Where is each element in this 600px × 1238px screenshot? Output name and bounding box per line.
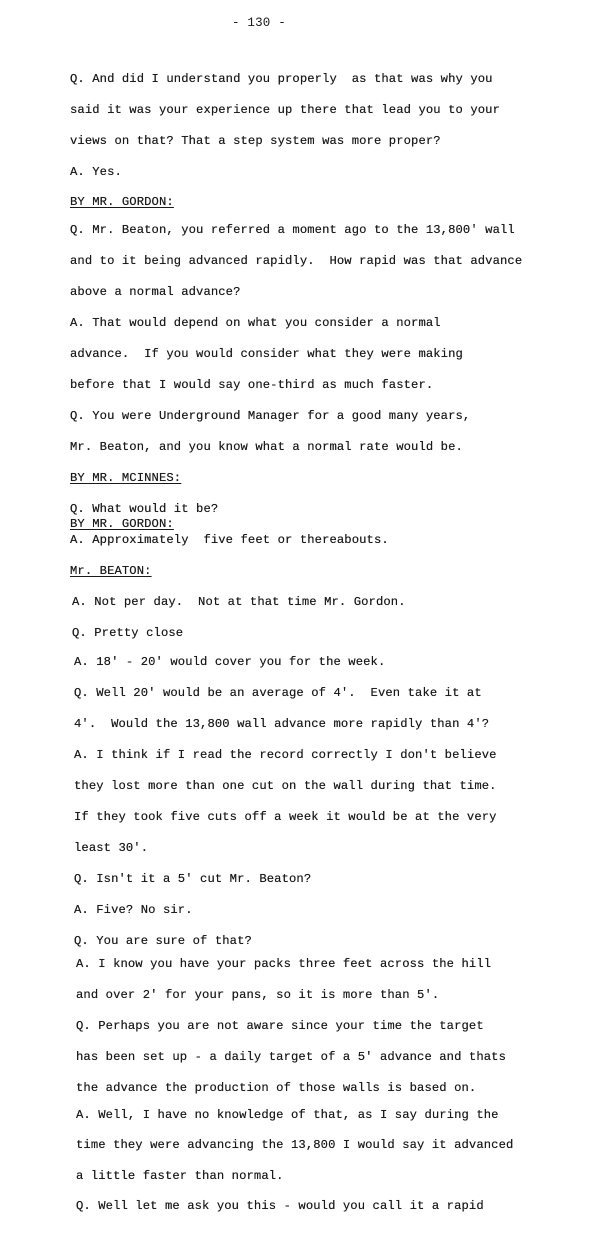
speaker-heading: BY MR. GORDON: [70, 517, 174, 531]
transcript-line: and to it being advanced rapidly. How rapid was that advance [70, 254, 523, 268]
transcript-line: Q. You were Underground Manager for a good many years, [70, 409, 471, 423]
transcript-line: A. I think if I read the record correctly I don't believe [74, 748, 497, 762]
transcript-line: If they took five cuts off a week it would be at the very [74, 810, 497, 824]
transcript-line: A. 18' - 20' would cover you for the week. [74, 655, 386, 669]
transcript-line: above a normal advance? [70, 285, 241, 299]
transcript-line: Q. Mr. Beaton, you referred a moment ago to the 13,800' wall [70, 223, 515, 237]
transcript-line: time they were advancing the 13,800 I would say it advanced [76, 1138, 514, 1152]
transcript-line: before that I would say one-third as much faster. [70, 378, 434, 392]
transcript-line: Q. What would it be? [70, 502, 219, 516]
transcript-line: A. Well, I have no knowledge of that, as I say during the [76, 1108, 499, 1122]
transcript-line: Q. Well 20' would be an average of 4'. Even take it at [74, 686, 482, 700]
transcript-line: has been set up - a daily target of a 5' advance and thats [76, 1050, 506, 1064]
transcript-line: A. Five? No sir. [74, 903, 193, 917]
transcript-line: 4'. Would the 13,800 wall advance more rapidly than 4'? [74, 717, 490, 731]
transcript-line: Q. Perhaps you are not aware since your time the target [76, 1019, 484, 1033]
transcript-line: A. That would depend on what you consider a normal [70, 316, 441, 330]
transcript-line: Q. And did I understand you properly as that was why you [70, 72, 493, 86]
speaker-heading: BY MR. MCINNES: [70, 471, 182, 485]
transcript-line: A. I know you have your packs three feet across the hill [76, 957, 492, 971]
transcript-line: they lost more than one cut on the wall during that time. [74, 779, 497, 793]
transcript-line: Q. Well let me ask you this - would you call it a rapid [76, 1199, 484, 1213]
transcript-line: A. Approximately five feet or thereabouts. [70, 533, 389, 547]
transcript-line: Q. Isn't it a 5' cut Mr. Beaton? [74, 872, 312, 886]
speaker-heading: Mr. BEATON: [70, 564, 152, 578]
transcript-line: said it was your experience up there that lead you to your [70, 103, 500, 117]
transcript-line: the advance the production of those walls is based on. [76, 1081, 477, 1095]
speaker-heading: BY MR. GORDON: [70, 195, 174, 209]
transcript-line: and over 2' for your pans, so it is more than 5'. [76, 988, 440, 1002]
transcript-line: Mr. Beaton, and you know what a normal rate would be. [70, 440, 463, 454]
transcript-line: A. Yes. [70, 165, 122, 179]
transcript-line: advance. If you would consider what they were making [70, 347, 463, 361]
transcript-line: a little faster than normal. [76, 1169, 284, 1183]
transcript-line: A. Not per day. Not at that time Mr. Gordon. [72, 595, 406, 609]
transcript-line: least 30'. [74, 841, 149, 855]
transcript-line: Q. You are sure of that? [74, 934, 252, 948]
page-number: - 130 - [232, 16, 286, 30]
transcript-line: Q. Pretty close [72, 626, 184, 640]
transcript-line: views on that? That a step system was more proper? [70, 134, 441, 148]
